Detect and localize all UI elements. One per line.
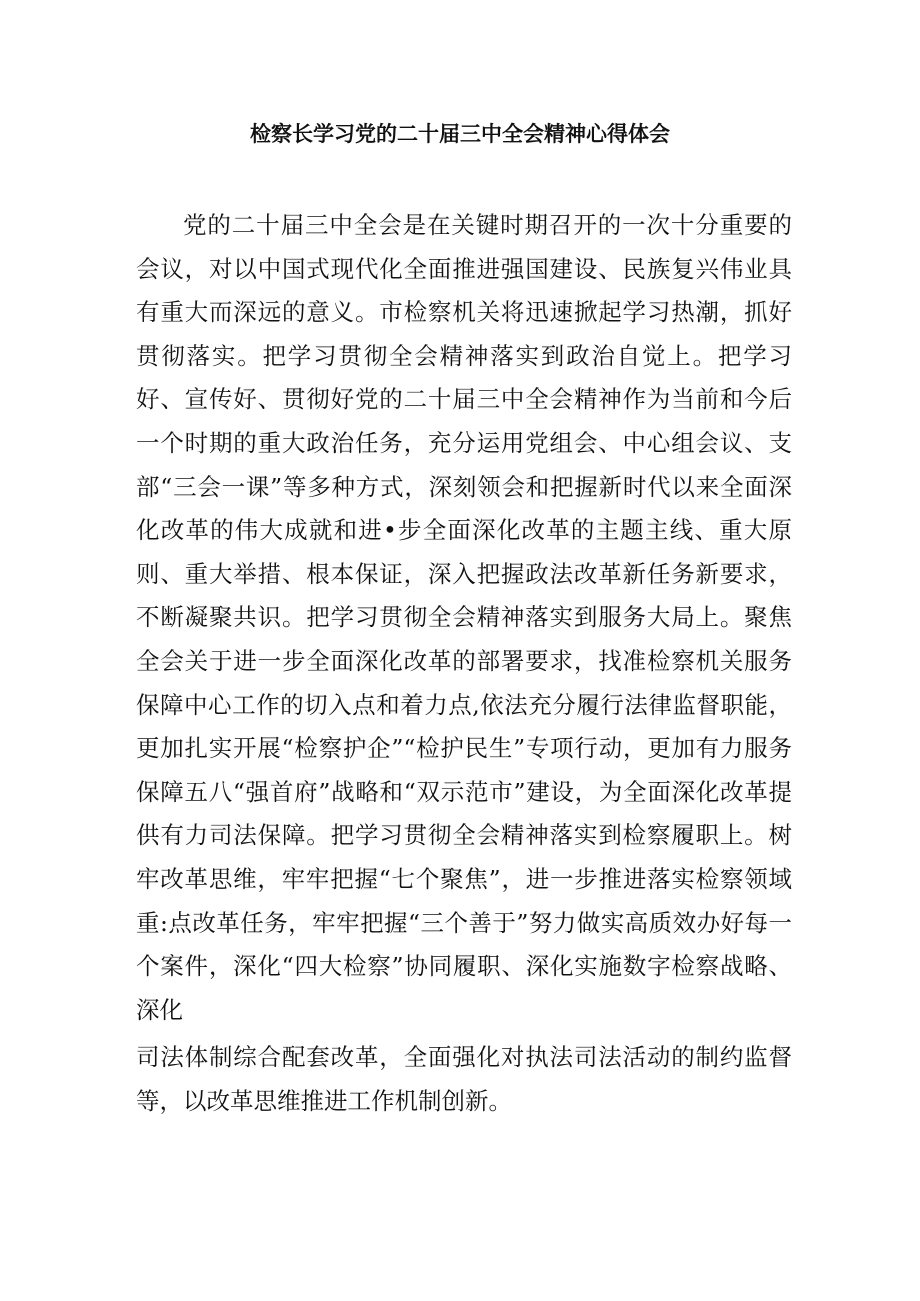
body-paragraph-2: 司法体制综合配套改革，全面强化对执法司法活动的制约监督等，以改革思维推进工作机制创新。 — [136, 1043, 792, 1115]
body-paragraph-1: 党的二十届三中全会是在关键时期召开的一次十分重要的会议，对以中国式现代化全面推进强国建设、民族复兴伟业具有重大而深远的意义。市检察机关将迅速掀起学习热潮，抓好贯彻落实。把学习贯彻全会精神落实到政治自觉上。把学习好、宣传好、贯彻好党的二十届三中全会精神作为当前和今后一个时期的重大政治任务，充分运用党组会、中心组会议、支部“三会一课”等多种方式，深刻领会和把握新时代以来全面深化改革的伟大成就和进•步全面深化改革的主题主线、重大原则、重大举措、根本保证，深入把握政法改革新任务新要求，不断凝聚共识。把学习贯彻全会精神落实到服务大局上。聚焦全会关于进一步全面深化改革的部署要求，找准检察机关服务保障中心工作的切入点和着力点,依法充分履行法律监督职能，更加扎实开展“检察护企”“检护民生”专项行动，更加有力服务保障五八“强首府”战略和“双示范市”建设，为全面深化改革提供有力司法保障。把学习贯彻全会精神落实到检察履职上。树牢改革思维，牢牢把握“七个聚焦”，进一步推进落实检察领域重:点改革任务，牢牢把握“三个善于”努力做实高质效办好每一个案件，深化“四大检察”协同履职、深化实施数字检察战略、深化 — [136, 211, 792, 1024]
document-title: 检察长学习党的二十届三中全会精神心得体会 — [250, 121, 670, 146]
